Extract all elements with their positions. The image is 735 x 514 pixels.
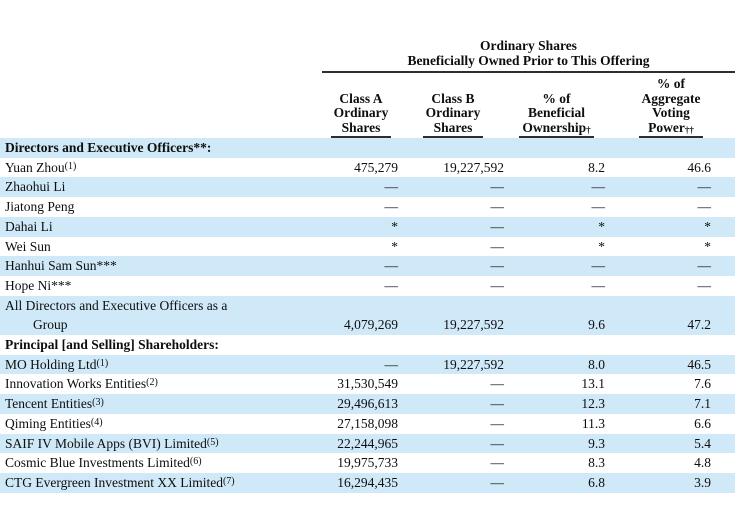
beneficial-ownership-pct: — (506, 256, 607, 276)
voting-power-pct: — (607, 256, 735, 276)
voting-power-pct: * (704, 238, 711, 254)
beneficial-ownership-pct: — (591, 277, 605, 293)
voting-power-pct: 6.6 (694, 415, 711, 431)
footnote-ref: (1) (96, 357, 109, 369)
class-b-shares-value: 19,227,592 (443, 159, 504, 175)
footnote-ref: (2) (146, 377, 158, 389)
class-a-shares-value: 4,079,269 (322, 296, 400, 335)
shareholder-name: Hanhui Sam Sun*** (0, 256, 322, 276)
voting-power-pct: 7.1 (607, 394, 735, 414)
class-b-shares-value: — (400, 217, 506, 237)
shareholder-name: Zhaohui Li (0, 177, 322, 197)
beneficial-ownership-pct: — (506, 177, 607, 197)
table-row (0, 276, 735, 296)
beneficial-ownership-pct: 8.0 (506, 355, 607, 375)
empty-header-cell (0, 0, 322, 73)
shareholder-name: CTG Evergreen Investment XX Limited$^{(7)}$ (0, 473, 322, 493)
class-a-shares-value: 475,279 (354, 159, 398, 175)
footnote-ref: (1) (64, 160, 77, 172)
footnote-ref: (3) (92, 397, 104, 409)
table-row (0, 434, 735, 454)
group-header-line1: Ordinary Shares (480, 38, 577, 53)
footnote-ref: (6) (189, 456, 202, 468)
class-a-shares-value: * (391, 238, 398, 254)
class-a-shares-value: — (322, 355, 400, 375)
shareholder-name: Tencent Entities$^{(3)}$ (0, 394, 322, 414)
group-header-line2: Beneficially Owned Prior to This Offering (407, 53, 650, 68)
beneficial-ownership-pct: 8.3 (588, 455, 605, 471)
shareholder-name: Yuan Zhou$^{(1)}$ (5, 159, 77, 175)
footnote-ref: (5) (206, 436, 219, 448)
voting-power-pct: — (697, 199, 711, 215)
shareholder-name: Dahai Li (0, 217, 322, 237)
beneficial-ownership-pct: 8.2 (588, 159, 605, 175)
voting-power-pct: — (697, 277, 711, 293)
table-row (0, 394, 735, 414)
column-header-class-a: Class A Ordinary Shares (322, 73, 400, 138)
table-header (0, 0, 735, 138)
shareholder-name: All Directors and Executive Officers as a Group (0, 296, 322, 335)
beneficial-ownership-pct: * (598, 238, 605, 254)
voting-power-pct: 4.8 (694, 455, 711, 471)
class-a-shares-value: * (322, 217, 400, 237)
shareholder-name: Hope Ni*** (5, 277, 72, 293)
table-row (0, 197, 735, 217)
section-row-principal-shareholders (0, 335, 735, 355)
voting-power-pct: — (607, 177, 735, 197)
table-row (0, 473, 735, 493)
shareholder-name: Jiatong Peng (5, 199, 75, 215)
class-a-shares-value: 29,496,613 (322, 394, 400, 414)
beneficial-ownership-pct: 11.3 (581, 415, 605, 431)
section-title: Directors and Executive Officers**: (0, 138, 735, 158)
class-b-shares-value: — (400, 177, 506, 197)
beneficial-ownership-pct: — (591, 199, 605, 215)
class-b-shares-value: — (400, 434, 506, 454)
table-row (0, 158, 735, 178)
table-row-group-total (0, 296, 735, 335)
class-b-shares-value: 19,227,592 (400, 355, 506, 375)
beneficial-ownership-pct: 12.3 (506, 394, 607, 414)
table-row (0, 217, 735, 237)
empty-header-cell (0, 73, 322, 138)
class-b-shares-value: — (490, 376, 504, 392)
dagger-mark: † (586, 124, 591, 135)
beneficial-ownership-pct: 6.8 (506, 473, 607, 493)
class-b-shares-value: — (490, 277, 504, 293)
voting-power-pct: 3.9 (607, 473, 735, 493)
table-row (0, 374, 735, 394)
class-a-shares-value: — (322, 256, 400, 276)
section-row-directors (0, 138, 735, 158)
class-a-shares-value: 27,158,098 (337, 415, 398, 431)
footnote-ref: (7) (222, 475, 235, 487)
shareholder-name: Innovation Works Entities$^{(2)}$ (5, 376, 158, 392)
voting-power-pct: 46.5 (607, 355, 735, 375)
beneficial-ownership-pct: 13.1 (581, 376, 605, 392)
table-row (0, 177, 735, 197)
voting-power-pct: 5.4 (607, 434, 735, 454)
table-row (0, 414, 735, 434)
beneficial-ownership-pct: 9.6 (506, 296, 607, 335)
table-row (0, 237, 735, 257)
shareholder-name: Cosmic Blue Investments Limited$^{(6)}$ (5, 455, 202, 471)
class-b-shares-value: — (490, 199, 504, 215)
class-b-shares-value: — (400, 256, 506, 276)
class-a-shares-value: — (384, 199, 398, 215)
class-a-shares-value: — (322, 177, 400, 197)
section-title: Principal [and Selling] Shareholders: (5, 337, 219, 353)
beneficial-ownership-pct: * (506, 217, 607, 237)
class-b-shares-value: — (400, 473, 506, 493)
voting-power-pct: 47.2 (607, 296, 735, 335)
shareholder-name: MO Holding Ltd$^{(1)}$ (0, 355, 322, 375)
class-b-shares-value: — (490, 415, 504, 431)
double-dagger-mark: †† (684, 124, 694, 135)
class-a-shares-value: 22,244,965 (322, 434, 400, 454)
beneficial-ownership-pct: 9.3 (506, 434, 607, 454)
column-header-beneficial-ownership: % of Beneficial Ownership† (506, 73, 607, 138)
class-a-shares-value: 31,530,549 (337, 376, 398, 392)
class-a-shares-value: 19,975,733 (337, 455, 398, 471)
footnote-ref: (4) (90, 416, 103, 428)
group-header (322, 38, 735, 73)
shareholder-name: Qiming Entities$^{(4)}$ (5, 415, 103, 431)
group-header-cell (322, 0, 735, 73)
class-a-shares-value: 16,294,435 (322, 473, 400, 493)
table-row (0, 355, 735, 375)
column-header-class-b: Class B Ordinary Shares (400, 73, 506, 138)
shareholder-name: Wei Sun (5, 238, 51, 254)
class-b-shares-value: — (490, 455, 504, 471)
class-b-shares-value: — (490, 238, 504, 254)
class-a-shares-value: — (384, 277, 398, 293)
table-body (0, 138, 735, 493)
class-b-shares-value: — (400, 394, 506, 414)
column-header-voting-power: % of Aggregate Voting Power†† (607, 73, 735, 138)
table-row (0, 256, 735, 276)
voting-power-pct: 46.6 (687, 159, 711, 175)
voting-power-pct: 7.6 (694, 376, 711, 392)
table-row (0, 453, 735, 473)
voting-power-pct: * (607, 217, 735, 237)
class-b-shares-value: 19,227,592 (400, 296, 506, 335)
shareholder-name: SAIF IV Mobile Apps (BVI) Limited$^{(5)}$ (0, 434, 322, 454)
